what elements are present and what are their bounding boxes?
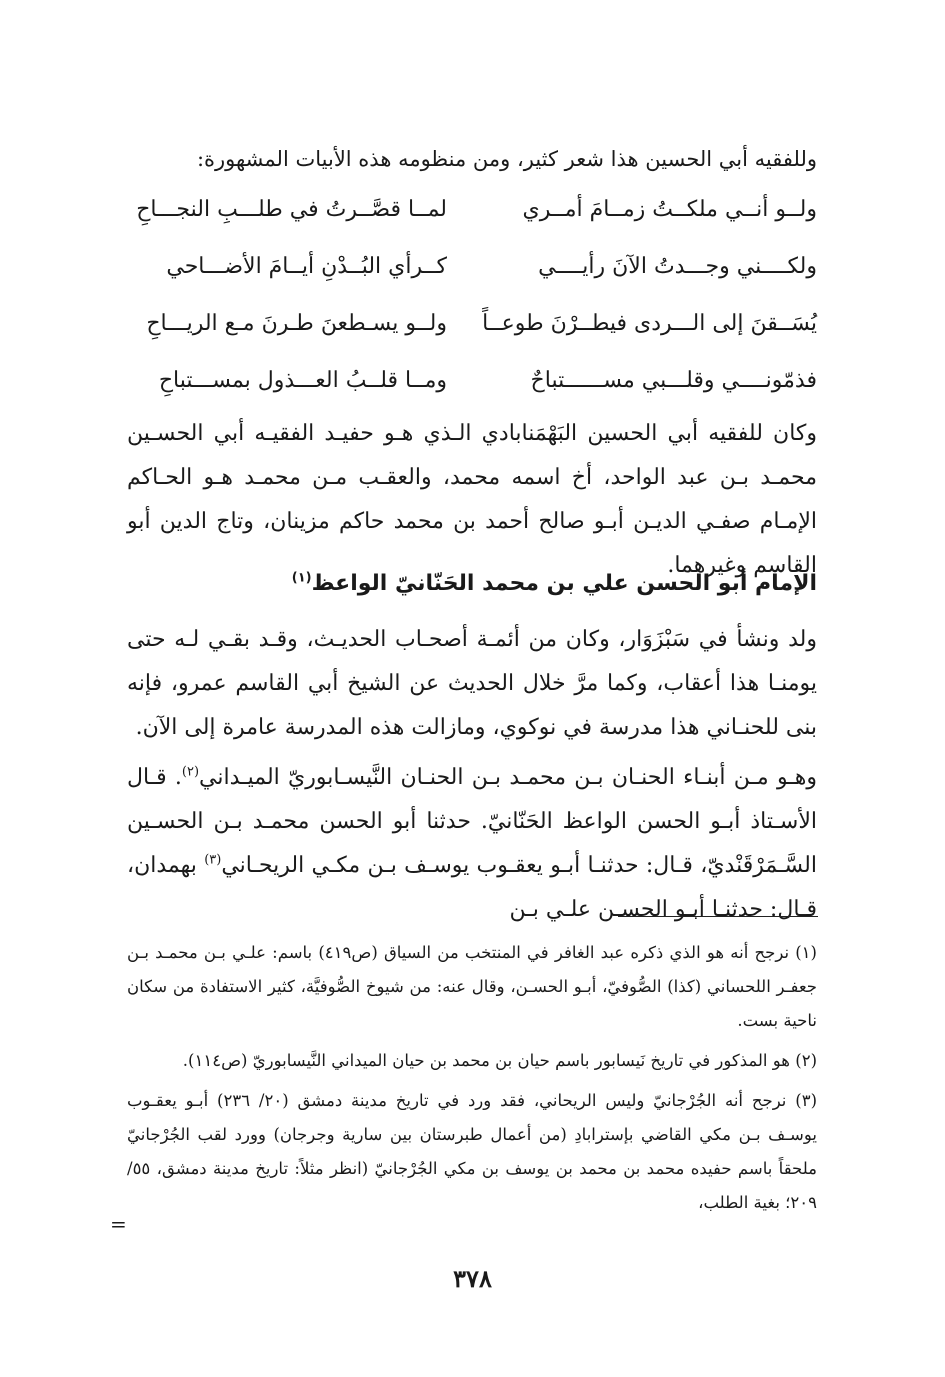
- footnotes: [127, 936, 817, 1226]
- verse-second-hemistich: كــرأي البُــدْنِ أيــامَ الأضـــاحي: [166, 254, 447, 279]
- footnote-ref-3[interactable]: (٣): [204, 852, 222, 868]
- poem: [127, 188, 817, 416]
- verse-first-hemistich: فذمّونــــي وقلـــبي مســــــتباحٌ: [530, 368, 817, 393]
- paragraph-biography: ولد ونشأ في سَبْزَوَار، وكان من أئمـة أصحـاب الحديـث، وقـد بقـي لـه حتى يومنـا هذا أعقاب، وكما مرَّ خلال الحديث عن الشيخ أبي القاسم عمرو، فإنه بنى للحنـاني هذا مدرسة في نوكوي، ومازالت هذه المدرسة عامرة إلى الآن.: [127, 627, 817, 740]
- footnote-ref-2[interactable]: (٢): [181, 764, 200, 780]
- poem-verse: [127, 359, 817, 416]
- footnote-3: (٣) نرجح أنه الجُرْجانيّ وليس الريحاني، فقد ورد في تاريخ مدينة دمشق (٢٠/ ٢٣٦) أبـو يعقـوب يوسـف بـن مكي القاضي بإسترابادِ (من أعمال طبرستان بين سارية وجرجان) وورد لقب الجُرْجانيّ ملحقاً باسم حفيده محمد بن محمد بن يوسف بن مكي الجُرْجانيّ (انظر مثلاً: تاريخ مدينة دمشق، ٥٥/ ٢٠٩؛ بغية الطلب،: [127, 1091, 817, 1212]
- section-heading: [127, 566, 817, 602]
- intro-line: وللفقيه أبي الحسين هذا شعر كثير، ومن منظومه هذه الأبيات المشهورة:: [196, 147, 817, 171]
- poem-verse: [127, 302, 817, 359]
- paragraph-descendants: وكان للفقيه أبي الحسين البَهْمَنابادي الـذي هـو حفيـد الفقيـه أبي الحسـين محمـد بـن عبد الواحد، أخ اسمه محمد، والعقـب مـن محمـد هـو الحـاكم الإمـام صفـي الديـن أبـو صالح أحمد بن محمد حاكم مزينان، وتاج الدين أبو القاسم وغيرهما.: [127, 421, 817, 578]
- verse-second-hemistich: ولــو يسـطعنَ طـرنَ مـع الريـــاحِ: [146, 311, 447, 336]
- lineage-text-start: وهـو مـن أبنـاء الحنـان بـن محمـد بـن الحنـان النَّيسـابوريّ الميـداني: [199, 765, 817, 790]
- verse-first-hemistich: يُسَــقنَ إلى الـــردى فيطــرْنَ طوعــاً: [482, 311, 817, 336]
- lineage-text-middle: . قـال الأسـتاذ أبـو الحسن الواعظ الحَنّانيّ. حدثنا أبو الحسن محمـد بـن الحسـين السَّـمَرْقَنْديّ، قـال: حدثنـا أبـو يعقـوب يوسـف بـن مكـي الريحـاني: [127, 765, 817, 878]
- poem-verse: [127, 188, 817, 245]
- verse-second-hemistich: لمــا قصَّــرتُ في طلـــبِ النجـــاحِ: [136, 197, 447, 222]
- verse-second-hemistich: ومــا قلــبُ العـــذول بمســـتباحِ: [158, 368, 447, 393]
- footnote-ref-1[interactable]: (١): [291, 570, 312, 586]
- page-number: ٣٧٨: [453, 1264, 492, 1293]
- poem-verse: [127, 245, 817, 302]
- paragraph-lineage: [127, 756, 817, 932]
- lineage-text-end: بهمدان، قـال: حدثنـا أبـو الحسـن علـي بـن: [127, 853, 817, 922]
- verse-first-hemistich: ولكــــني وجـــدتُ الآنَ رأيــــي: [538, 254, 817, 279]
- section-heading-text: الإمام أبو الحسن علي بن محمد الحَنّانيّ الواعظ: [311, 571, 817, 596]
- footnote-2: (٢) هو المذكور في تاريخ نَيسابور باسم حيان بن محمد بن حيان الميداني النَّيسابوريّ (ص١١٤).: [182, 1051, 817, 1070]
- footnote-continuation-mark: =: [110, 1212, 127, 1236]
- footnote-1: (١) نرجح أنه هو الذي ذكره عبد الغافر في المنتخب من السياق (ص٤١٩) باسم: علـي بـن محمـد بـن جعفـر اللحساني (كذا) الصُّوفيّ، أبـو الحسـن، وقال عنه: من شيوخ الصُّوفيَّة، كثير الاستفادة من سكان ناحية بست.: [127, 943, 817, 1030]
- verse-first-hemistich: ولــو أنــي ملكــتُ زمــامَ أمــري: [522, 197, 817, 222]
